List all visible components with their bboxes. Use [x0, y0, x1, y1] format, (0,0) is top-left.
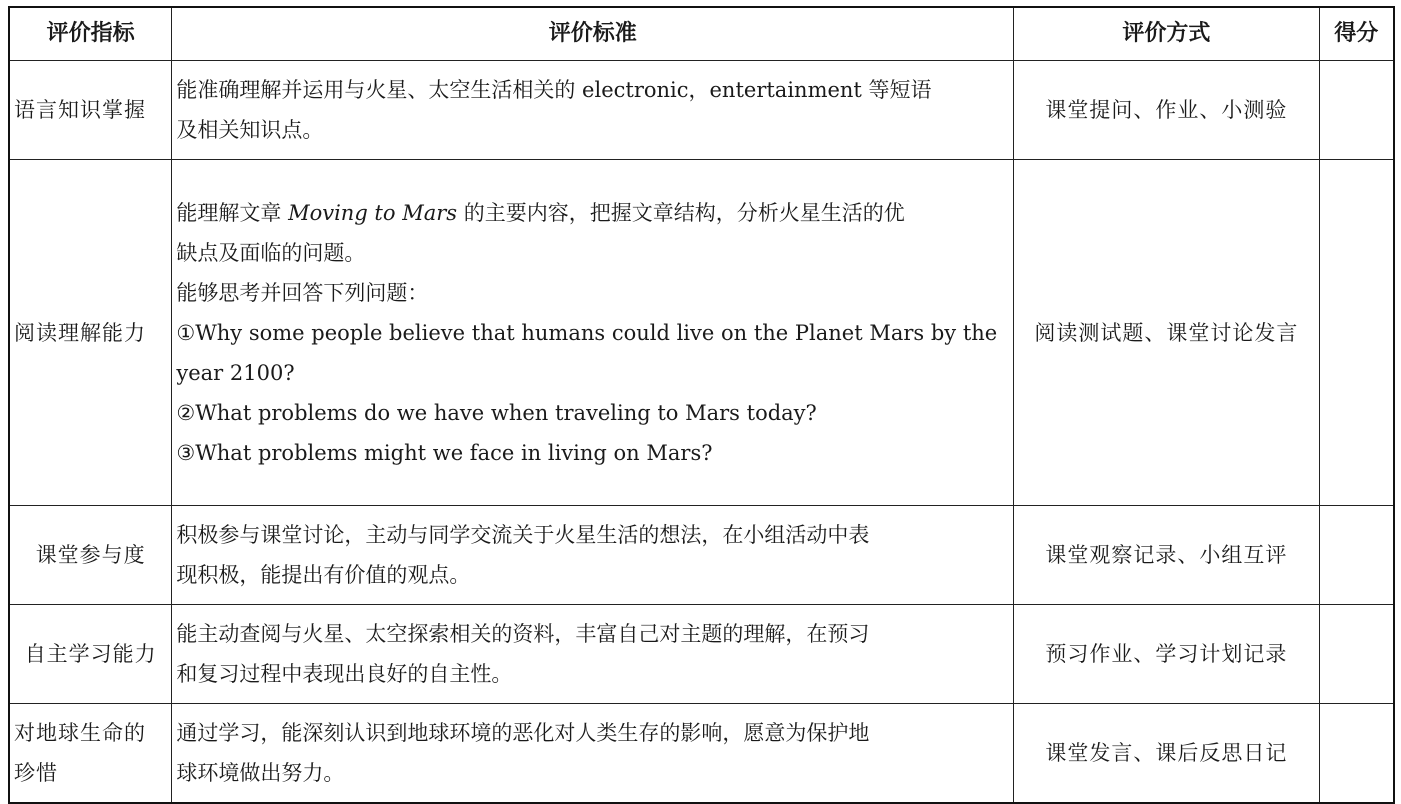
- standard-line: 能够思考并回答下列问题：: [176, 280, 429, 305]
- score-cell: [1319, 160, 1394, 506]
- indicator-cell: 自主学习能力: [9, 605, 172, 704]
- table-row: [9, 704, 1394, 803]
- header-score: 得分: [1319, 7, 1394, 61]
- standard-cell: [172, 506, 1014, 605]
- question-line: ①Why some people believe that humans could live on the Planet Mars by the: [176, 320, 998, 345]
- standard-cell: [172, 704, 1014, 803]
- method-cell: 课堂发言、课后反思日记: [1014, 704, 1320, 803]
- method-cell: 预习作业、学习计划记录: [1014, 605, 1320, 704]
- evaluation-table-container: [8, 6, 1395, 801]
- standard-line: 球环境做出努力。: [176, 760, 345, 785]
- header-indicator: 评价指标: [9, 7, 172, 61]
- score-cell: [1319, 61, 1394, 160]
- standard-cell: [172, 160, 1014, 506]
- method-cell: 课堂提问、作业、小测验: [1014, 61, 1320, 160]
- score-cell: [1319, 704, 1394, 803]
- table-row: [9, 605, 1394, 704]
- header-method: 评价方式: [1014, 7, 1320, 61]
- standard-cell: [172, 61, 1014, 160]
- standard-line: 能主动查阅与火星、太空探索相关的资料，丰富自己对主题的理解，在预习: [176, 622, 870, 646]
- indicator-cell: 语言知识掌握: [9, 61, 172, 160]
- standard-line: 缺点及面临的问题。: [176, 240, 366, 265]
- method-cell: 课堂观察记录、小组互评: [1014, 506, 1320, 605]
- indicator-cell: 课堂参与度: [9, 506, 172, 605]
- indicator-cell: 对地球生命的珍惜: [9, 704, 172, 803]
- standard-line: 积极参与课堂讨论，主动与同学交流关于火星生活的想法，在小组活动中表: [176, 523, 870, 547]
- question-line: ②What problems do we have when traveling to Mars today?: [176, 400, 817, 425]
- evaluation-table: [8, 6, 1395, 804]
- standard-line: 现积极，能提出有价值的观点。: [176, 563, 471, 587]
- method-cell: 阅读测试题、课堂讨论发言: [1014, 160, 1320, 506]
- standard-line: 能准确理解并运用与火星、太空生活相关的 electronic，entertainment 等短语: [176, 78, 932, 102]
- header-row: [9, 7, 1394, 61]
- standard-text: 能理解文章: [176, 200, 282, 225]
- standard-line: [176, 193, 1009, 233]
- table-row: [9, 160, 1394, 506]
- standard-line: 通过学习，能深刻认识到地球环境的恶化对人类生存的影响，愿意为保护地: [176, 720, 870, 745]
- score-cell: [1319, 605, 1394, 704]
- standard-line: 和复习过程中表现出良好的自主性。: [176, 662, 513, 686]
- standard-cell: [172, 605, 1014, 704]
- score-cell: [1319, 506, 1394, 605]
- table-row: [9, 506, 1394, 605]
- indicator-cell: 阅读理解能力: [9, 160, 172, 506]
- standard-text: 的主要内容，把握文章结构，分析火星生活的优: [463, 200, 905, 225]
- question-line: year 2100?: [176, 360, 295, 385]
- table-row: [9, 61, 1394, 160]
- header-standard: 评价标准: [172, 7, 1014, 61]
- article-title: Moving to Mars: [288, 200, 458, 225]
- question-line: ③What problems might we face in living on Mars?: [176, 440, 713, 465]
- standard-line: 及相关知识点。: [176, 118, 324, 142]
